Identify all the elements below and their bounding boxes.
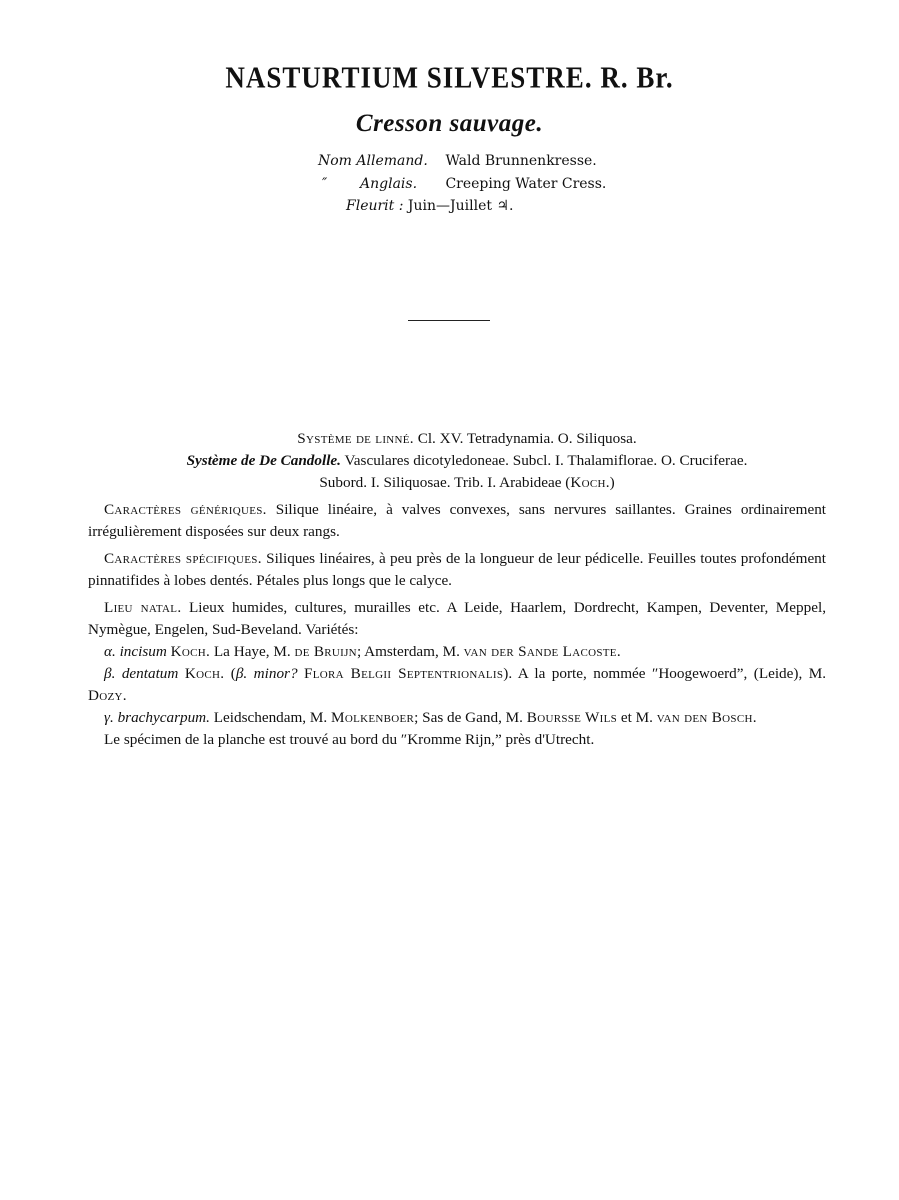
flowering-label: Fleurit : — [346, 198, 404, 214]
beta-prefix: β. dentatum — [104, 665, 179, 682]
habitat-text: Lieux humides, cultures, murailles etc. A Leide, Haarlem, Dordrecht, Kampen, Deventer, Meppel, Nymègue, Engelen, Sud-Beveland. Variétés: — [88, 599, 826, 638]
alpha-text-2: ; Amsterdam, M. — [356, 643, 460, 660]
gamma-text-2: ; Sas de Gand, M. — [414, 709, 523, 726]
perennial-symbol: ♃. — [496, 198, 514, 214]
gamma-text-1: Leidschendam, M. — [213, 709, 328, 726]
beta-flora: Flora Belgii Septentrionalis — [304, 665, 504, 682]
alpha-prefix: α. incisum — [104, 643, 167, 660]
alpha-name-1: de Bruijn — [294, 643, 357, 660]
beta-name-1: Dozy. — [88, 687, 127, 704]
candolle-system-cont — [88, 472, 826, 494]
linne-label: Système de linné. — [297, 430, 414, 447]
generic-characters — [88, 499, 826, 543]
beta-text-1: ). A la porte, nommée ″Hoogewoerd”, (Leide), M. — [503, 665, 827, 682]
common-names — [318, 150, 606, 196]
candolle-text-2: Subord. I. Siliquosae. Trib. I. Arabideae ( — [319, 474, 571, 491]
german-label: Nom Allemand. — [318, 153, 428, 169]
beta-koch: Koch. — [184, 665, 225, 682]
english-label: Anglais. — [360, 176, 418, 192]
gamma-name-1: Molkenboer — [331, 709, 415, 726]
candolle-koch: Koch — [570, 474, 606, 491]
beta-minor: β. minor? — [235, 665, 298, 682]
candolle-label: Système de De Candolle. — [186, 452, 341, 469]
german-name-row — [318, 150, 606, 173]
gamma-name-3: van den Bosch. — [656, 709, 757, 726]
beta-paren: ( — [230, 665, 236, 682]
flowering-value: Juin—Juillet — [407, 198, 493, 214]
alpha-koch: Koch. — [170, 643, 211, 660]
alpha-name-2: van der Sande Lacoste. — [463, 643, 621, 660]
page-title: NASTURTIUM SILVESTRE. R. Br. — [225, 59, 674, 95]
candolle-text-1: Vasculares dicotyledoneae. Subcl. I. Thalamiflorae. O. Cruciferae. — [344, 452, 748, 469]
english-name-row — [318, 173, 606, 196]
alpha-text-1: La Haye, M. — [213, 643, 291, 660]
specific-text: Siliques linéaires, à peu près de la longueur de leur pédicelle. Feuilles toutes profondément pinnatifides à lobes dentés. Pétales plus longs que le calyce. — [88, 550, 826, 589]
linne-system — [88, 428, 826, 450]
candolle-close: .) — [605, 474, 615, 491]
habitat — [88, 597, 826, 641]
habitat-label: Lieu natal. — [104, 599, 182, 616]
generic-label: Caractères génériques. — [104, 501, 267, 518]
page-subtitle: Cresson sauvage. — [355, 110, 544, 137]
gamma-text-3: et M. — [620, 709, 653, 726]
variety-alpha — [88, 641, 826, 663]
english-name: Creeping Water Cress. — [445, 176, 607, 192]
variety-gamma — [88, 707, 826, 729]
divider-rule — [408, 320, 490, 321]
german-name: Wald Brunnenkresse. — [445, 153, 597, 169]
gamma-prefix: γ. brachycarpum. — [104, 709, 210, 726]
specific-characters — [88, 548, 826, 592]
variety-beta — [88, 663, 826, 707]
candolle-system — [88, 450, 826, 472]
gamma-name-2: Boursse Wils — [526, 709, 618, 726]
linne-text: Cl. XV. Tetradynamia. O. Siliquosa. — [417, 430, 637, 447]
description-body — [88, 428, 826, 751]
flowering-line — [346, 198, 514, 214]
specific-label: Caractères spécifiques. — [104, 550, 262, 567]
closing-note: Le spécimen de la planche est trouvé au bord du ″Kromme Rijn,” près d'Utrecht. — [104, 731, 595, 748]
ditto-mark: ″ — [322, 176, 328, 192]
generic-text: Silique linéaire, à valves convexes, sans nervures saillantes. Graines ordinairement irrégulièrement disposées sur deux rangs. — [88, 501, 827, 540]
